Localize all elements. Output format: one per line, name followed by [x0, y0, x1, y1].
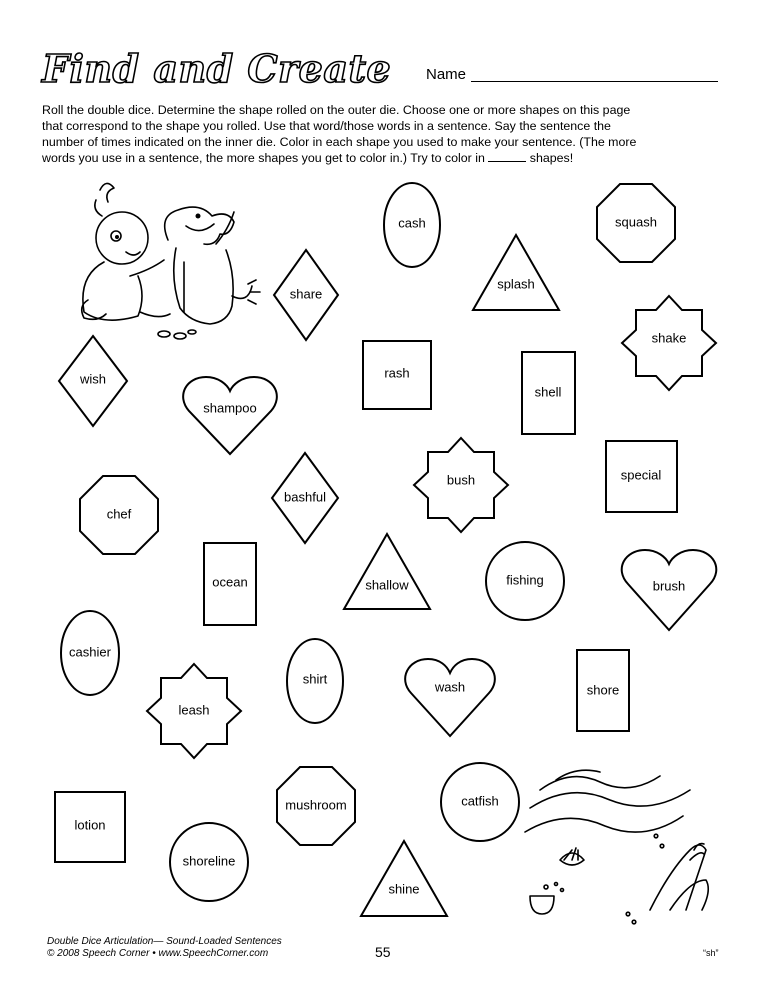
- word-cash: cash: [398, 215, 426, 231]
- instructions-line-2: that correspond to the shape you rolled. Use that word/those words in a sentence. Say the sentence the: [42, 119, 611, 133]
- shape-shell[interactable]: [522, 352, 575, 434]
- shape-special[interactable]: [606, 441, 677, 512]
- word-catfish: catfish: [461, 793, 499, 809]
- word-bush: bush: [446, 472, 476, 488]
- shape-catfish[interactable]: [441, 763, 519, 841]
- shape-fishing[interactable]: [486, 542, 564, 620]
- shape-cashier[interactable]: [61, 611, 119, 695]
- word-cashier: cashier: [69, 644, 111, 660]
- shape-shine[interactable]: [361, 841, 447, 916]
- word-mushroom: mushroom: [285, 797, 347, 813]
- word-shallow: shallow: [365, 577, 409, 593]
- word-rash: rash: [384, 365, 410, 381]
- shape-shake[interactable]: [622, 296, 716, 390]
- sea-waves-illustration: [525, 770, 708, 924]
- shape-shore[interactable]: [577, 650, 629, 731]
- shape-ocean[interactable]: [204, 543, 256, 625]
- word-shoreline: shoreline: [182, 853, 236, 869]
- word-wash: wash: [434, 679, 466, 695]
- shape-bashful[interactable]: [272, 453, 338, 543]
- shape-brush[interactable]: [622, 550, 717, 630]
- word-lotion: lotion: [74, 817, 106, 833]
- word-leash: leash: [178, 702, 210, 718]
- word-share: share: [289, 286, 323, 302]
- shape-leash[interactable]: [147, 664, 241, 758]
- word-brush: brush: [652, 578, 686, 594]
- word-special: special: [620, 467, 662, 483]
- footer-book-title: Double Dice Articulation— Sound-Loaded Sentences: [47, 936, 282, 947]
- shape-share[interactable]: [274, 250, 338, 340]
- word-bashful: bashful: [284, 489, 326, 505]
- shape-shallow[interactable]: [344, 534, 430, 609]
- word-splash: splash: [497, 276, 535, 292]
- shape-shampoo[interactable]: [183, 377, 277, 454]
- word-shell: shell: [534, 384, 562, 400]
- shape-rash[interactable]: [363, 341, 431, 409]
- word-squash: squash: [615, 214, 657, 230]
- word-fishing: fishing: [506, 572, 544, 588]
- footer-credits: [47, 936, 282, 960]
- word-wish: wish: [79, 371, 107, 387]
- word-shore: shore: [586, 682, 620, 698]
- target-sound: “sh”: [703, 948, 719, 958]
- word-shirt: shirt: [302, 671, 328, 687]
- word-shampoo: shampoo: [203, 400, 257, 416]
- word-shake: shake: [651, 330, 687, 346]
- instructions-line-3: number of times indicated on the inner die. Color in each shape you used to make your sentence. (The more: [42, 135, 637, 149]
- baby-and-dog-illustration: [82, 183, 260, 339]
- name-label: Name: [426, 66, 467, 83]
- word-chef: chef: [106, 506, 132, 522]
- shape-shoreline[interactable]: [170, 823, 248, 901]
- shape-bush[interactable]: [414, 438, 508, 532]
- word-ocean: ocean: [212, 574, 248, 590]
- page-number: 55: [375, 944, 391, 960]
- shape-lotion[interactable]: [55, 792, 125, 862]
- footer-copyright: © 2008 Speech Corner • www.SpeechCorner.com: [47, 948, 269, 959]
- shape-cash[interactable]: [384, 183, 440, 267]
- instructions-line-1: Roll the double dice. Determine the shape rolled on the outer die. Choose one or more shapes on this page: [42, 103, 631, 117]
- instructions-line-4a: words you use in a sentence, the more shapes you get to color in.) Try to color in: [42, 151, 485, 165]
- word-shine: shine: [388, 881, 420, 897]
- shape-wish[interactable]: [59, 336, 127, 426]
- shape-shirt[interactable]: [287, 639, 343, 723]
- shape-squash[interactable]: [597, 184, 675, 262]
- shape-splash[interactable]: [473, 235, 559, 310]
- instructions-line-4b: shapes!: [529, 151, 574, 165]
- shape-wash[interactable]: [405, 659, 495, 736]
- shape-chef[interactable]: [80, 476, 158, 554]
- page-title: Find and Create: [42, 46, 392, 91]
- shape-mushroom[interactable]: [277, 767, 355, 845]
